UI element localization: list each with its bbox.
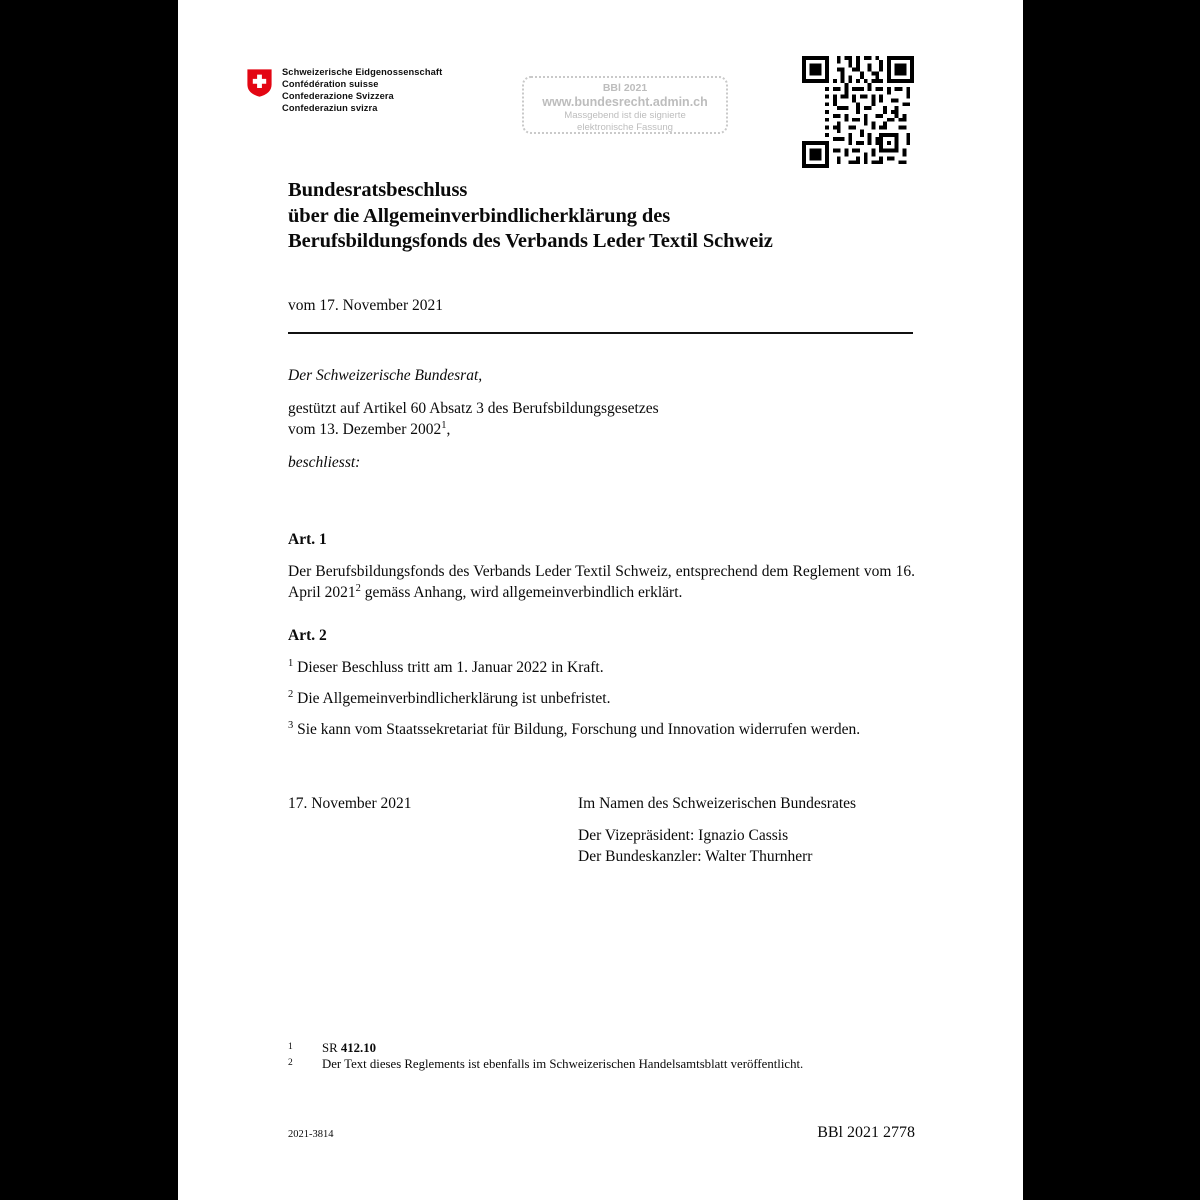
- article-2-paragraph-1: [288, 657, 915, 678]
- paragraph-number-2: 2: [288, 688, 294, 700]
- signature-block: [288, 793, 915, 867]
- footnote-ref-2[interactable]: 2: [355, 582, 361, 594]
- article-1-text-after: gemäss Anhang, wird allgemeinverbindlich erklärt.: [360, 584, 683, 601]
- footnote-text-2: Der Text dieses Reglements ist ebenfalls im Schweizerischen Handelsamtsblatt veröffentlicht.: [322, 1057, 804, 1071]
- article-1-text-before: Der Berufsbildungsfonds des Verbands Leder Textil Schweiz, entsprechend dem Reglement vom 16. April 2021: [288, 563, 915, 601]
- article-heading-1: Art. 1: [288, 531, 327, 548]
- paragraph-number-3: 3: [288, 719, 294, 731]
- footnote-marker-2: 2: [288, 1058, 293, 1068]
- page-title: [288, 178, 928, 255]
- document-body: [288, 365, 915, 750]
- title-line-3: Berufsbildungsfonds des Verbands Leder Textil Schweiz: [288, 230, 773, 252]
- confederation-name-rm: Confederaziun svizra: [282, 103, 378, 114]
- spacer: [288, 440, 915, 452]
- preamble-authority: Der Schweizerische Bundesrat,: [288, 367, 483, 384]
- footnotes-block: [288, 1040, 915, 1072]
- paragraph-text-1: Dieser Beschluss tritt am 1. Januar 2022 in Kraft.: [293, 659, 604, 676]
- qr-code-icon: [802, 56, 914, 168]
- paragraph-text-2: Die Allgemeinverbindlicherklärung ist unbefristet.: [293, 690, 611, 707]
- confederation-name-fr: Confédération suisse: [282, 79, 379, 90]
- document-page: [178, 0, 1023, 1200]
- footnote-1-reference[interactable]: 412.10: [340, 1041, 377, 1055]
- stamp-note-line1: Massgebend ist die signierte: [564, 110, 686, 121]
- document-header: [178, 0, 1023, 175]
- confederation-logo-block: [246, 66, 442, 114]
- signature-chancellor: Der Bundeskanzler: Walter Thurnherr: [578, 848, 813, 865]
- spacer: [288, 603, 915, 625]
- footnote-marker-1: 1: [288, 1042, 293, 1052]
- footnote-item: [288, 1056, 915, 1072]
- footnote-item: [288, 1040, 915, 1056]
- page-footer: [288, 1124, 915, 1142]
- signature-date: 17. November 2021: [288, 795, 412, 812]
- confederation-names: [282, 66, 442, 114]
- title-line-2: über die Allgemeinverbindlicherklärung des: [288, 204, 671, 227]
- signature-top-row: [288, 793, 915, 814]
- preamble-basis-line2: [288, 419, 915, 440]
- swiss-shield-icon: [246, 68, 273, 98]
- article-heading-2: Art. 2: [288, 627, 327, 644]
- spacer: [288, 473, 915, 529]
- confederation-name-de: Schweizerische Eidgenossenschaft: [282, 67, 443, 77]
- signature-on-behalf: Im Namen des Schweizerischen Bundesrates: [578, 795, 857, 812]
- preamble-basis-text: vom 13. Dezember 2002: [288, 421, 442, 438]
- qr-code-graphic: [802, 56, 914, 168]
- stamp-publication-label: BBl 2021: [602, 82, 648, 94]
- electronic-signature-stamp: [522, 76, 728, 134]
- paragraph-number-1: 1: [288, 657, 294, 669]
- stamp-url: www.bundesrecht.admin.ch: [542, 95, 708, 109]
- preamble-basis-line1: gestützt auf Artikel 60 Absatz 3 des Berufsbildungsgesetzes: [288, 400, 659, 417]
- document-date: vom 17. November 2021: [288, 297, 443, 314]
- signature-names-row: [288, 825, 915, 867]
- signature-spacer: [288, 825, 578, 867]
- signature-vice-president: Der Vizepräsident: Ignazio Cassis: [578, 827, 789, 844]
- article-1-text: [288, 561, 915, 603]
- signature-names: [578, 825, 915, 867]
- article-2-paragraph-2: [288, 688, 915, 709]
- spacer: [288, 386, 915, 398]
- stamp-note-line2: elektronische Fassung: [577, 122, 673, 133]
- footnote-text-1: [322, 1040, 915, 1056]
- title-line-1: Bundesratsbeschluss: [288, 179, 468, 201]
- footnote-ref-1[interactable]: 1: [441, 419, 447, 431]
- paragraph-text-3: Sie kann vom Staatssekretariat für Bildung, Forschung und Innovation widerrufen werden.: [293, 721, 861, 738]
- confederation-name-it: Confederazione Svizzera: [282, 91, 394, 102]
- article-2-paragraph-3: [288, 719, 915, 740]
- preamble-basis-tail: ,: [446, 421, 451, 438]
- footer-document-number: 2021-3814: [288, 1129, 334, 1140]
- footnote-1-prefix: SR: [322, 1041, 341, 1055]
- title-divider: [288, 332, 913, 334]
- preamble-resolve: beschliesst:: [288, 454, 361, 471]
- footer-publication-reference: BBl 2021 2778: [817, 1124, 915, 1141]
